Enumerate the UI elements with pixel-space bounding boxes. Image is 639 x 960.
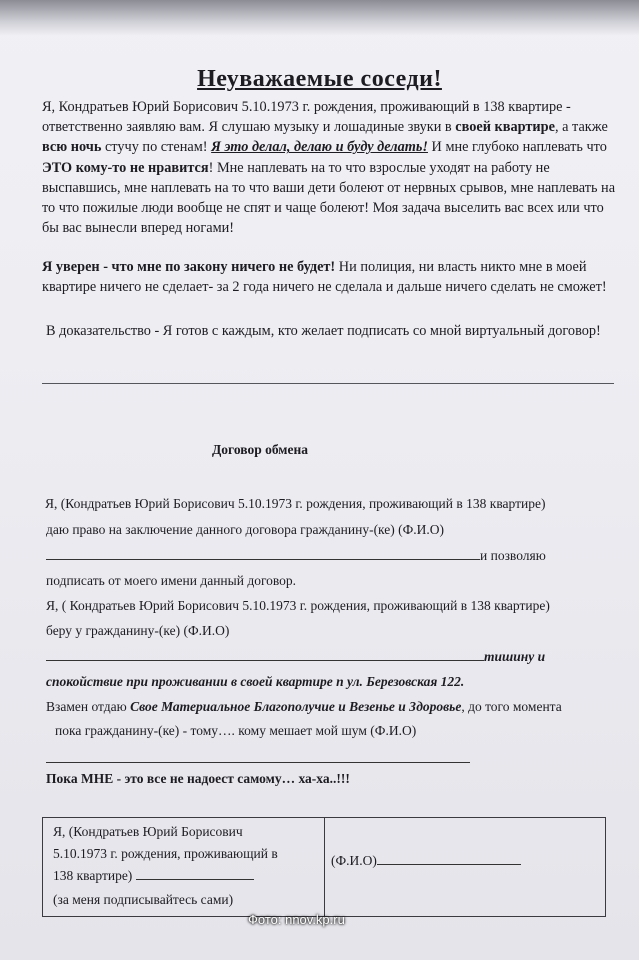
contract-line-5: Я, ( Кондратьев Юрий Борисович 5.10.1973 г. рождения, проживающий в 138 квартире) (46, 598, 550, 613)
sig-line-2: 5.10.1973 г. рождения, проживающий в (53, 846, 278, 861)
contract-line-7-text: тишину и (484, 649, 546, 664)
fio-blank-2 (46, 648, 484, 661)
fio-blank-1 (46, 547, 480, 560)
signature-blank-left (136, 867, 254, 880)
text-run: Я, Кондратьев Юрий Борисович 5.10.1973 г. рождения, проживающий в 138 квартире - ответственно заявляю вам. Я слушаю музыку и лошадиные звуки в (42, 99, 571, 136)
fio-label: (Ф.И.О) (331, 853, 377, 868)
signature-cell-right (331, 852, 521, 870)
page-title: Неуважаемые соседи! (197, 66, 442, 92)
fio-blank-3 (46, 762, 470, 763)
impunity-paragraph (42, 257, 622, 297)
contract-line-3-text: и позволяю (480, 548, 546, 563)
photo-top-edge (0, 0, 639, 36)
text-run: Я это делал, делаю и буду делать! (211, 139, 428, 156)
contract-title: Договор обмена (212, 442, 309, 457)
sig-line-3 (53, 867, 254, 885)
text-run: Я уверен - что мне по закону ничего не будет! (42, 259, 336, 275)
contract-line-9 (46, 698, 562, 716)
text-run: всю ночь (42, 139, 102, 156)
contract-line-4: подписать от моего имени данный договор. (46, 573, 297, 588)
contract-line-10: пока гражданину-(ке) - тому…. кому мешает мой шум (Ф.И.О) (55, 723, 417, 738)
sig-line-4: (за меня подписывайтесь сами) (53, 892, 234, 907)
separator-line (42, 383, 614, 384)
text-run: , а также (554, 119, 608, 136)
contract-line-9c: , до того момента (461, 699, 562, 714)
contract-line-7 (46, 648, 545, 666)
text-run: И мне глубоко наплевать что (427, 139, 607, 156)
text-run: ! Мне наплевать на то что взрослые уходят на работу не выспавшись, мне наплевать на то что ваши дети болеют от нервных срывов, мне наплевать на то что пожилые люди вообще не спят и чаще болеют! Моя задача выселить вас всех или что бы вас вынесли вперед ногами! (42, 159, 616, 237)
statement-paragraph (42, 97, 622, 238)
contract-line-9b: Свое Материальное Благополучие и Везенье и Здоровье (130, 699, 462, 714)
text-run: Ни полиция, ни власть никто мне в моей квартире ничего не сделает- за 2 года ничего не сделала и дальше ничего сделать не сможет! (42, 259, 607, 296)
contract-line-6: беру у гражданину-(ке) (Ф.И.О) (46, 623, 230, 638)
contract-closing: Пока МНЕ - это все не надоест самому… ха-ха..!!! (46, 771, 350, 786)
signature-cell-left (43, 818, 325, 916)
sig-line-3-text: 138 квартире) (53, 868, 133, 883)
contract-line-8: спокойствие при проживании в своей квартире п ул. Березовская 122. (46, 674, 465, 689)
contract-line-3 (46, 547, 546, 565)
photo-caption: Фото: nnov.kp.ru (248, 912, 345, 927)
text-run: стучу по стенам! (101, 139, 212, 156)
contract-line-9a: Взамен отдаю (46, 699, 131, 714)
signature-blank-right (377, 852, 521, 865)
signature-table (42, 817, 606, 917)
contract-line-2: даю право на заключение данного договора гражданину-(ке) (Ф.И.О) (46, 522, 445, 537)
contract-line-1: Я, (Кондратьев Юрий Борисович 5.10.1973 г. рождения, проживающий в 138 квартире) (45, 496, 546, 511)
text-run: ЭТО кому-то не нравится (42, 159, 209, 176)
proof-paragraph: В доказательство - Я готов с каждым, кто желает подписать со мной виртуальный договор! (46, 323, 601, 339)
text-run: своей квартире (455, 119, 555, 136)
sig-line-1: Я, (Кондратьев Юрий Борисович (53, 824, 243, 839)
